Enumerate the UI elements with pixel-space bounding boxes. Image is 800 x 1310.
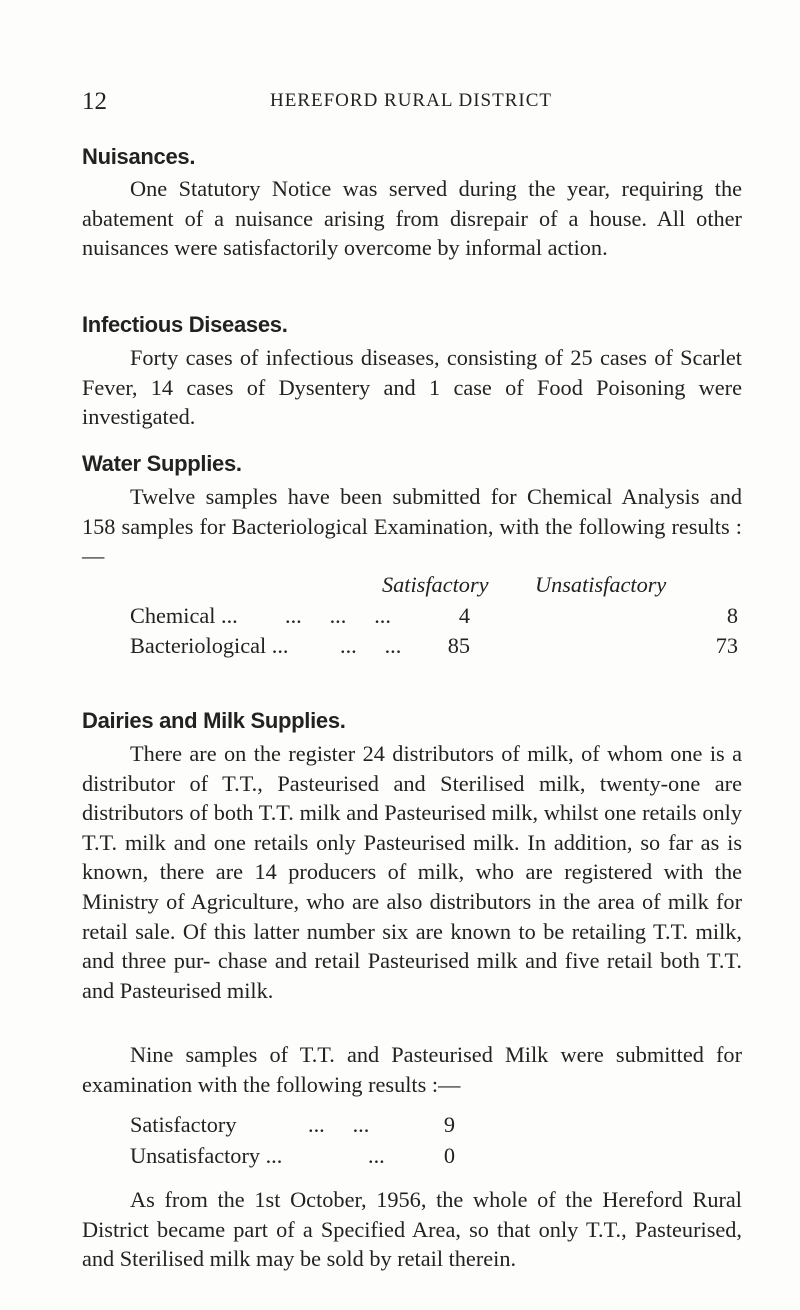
running-header [82, 88, 740, 118]
dot-leaders: ... ... [308, 1112, 370, 1137]
row-label: Satisfactory [130, 1112, 237, 1137]
unsatisfactory-value: 8 [726, 603, 738, 628]
column-header-unsatisfactory: Unsatisfactory [535, 572, 667, 597]
paragraph-milk-samples: Nine samples of T.T. and Pasteurised Milk were submitted for examination with the following results :— [82, 1042, 742, 1097]
paragraph-water-supplies: Twelve samples have been submitted for Chemical Analysis and 158 samples for Bacteriological Examination, with the following results :— [82, 484, 742, 569]
page-number: 12 [82, 88, 107, 115]
table-row [130, 603, 750, 631]
row-label: Bacteriological ... [130, 633, 289, 658]
table-row [130, 1112, 750, 1140]
section-heading-dairies-milk: Dairies and Milk Supplies. [82, 708, 346, 733]
paragraph-nuisances: One Statutory Notice was served during the year, requiring the abatement of a nuisance arising from disrepair of a house. All other nuisances were satisfactorily overcome by informal action. [82, 176, 742, 261]
table-row [130, 1143, 750, 1171]
satisfactory-value: 4 [458, 603, 470, 628]
paragraph-specified-area: As from the 1st October, 1956, the whole of the Hereford Rural District became part of a Specified Area, so that only T.T., Pasteurised, and Sterilised milk may be sold by retail therein. [82, 1187, 742, 1272]
paragraph-infectious-diseases: Forty cases of infectious diseases, consisting of 25 cases of Scarlet Fever, 14 cases of Dysentery and 1 case of Food Poisoning were investigated. [82, 345, 742, 430]
result-value: 0 [443, 1143, 455, 1168]
dot-leaders: ... ... [340, 633, 402, 658]
column-header-satisfactory: Satisfactory [382, 572, 489, 597]
unsatisfactory-value: 73 [715, 633, 738, 658]
paragraph-dairies-register: There are on the register 24 distributors of milk, of whom one is a distributor of T.T., Pasteurised and Sterilised milk, twenty-one are distributors of both T.T. milk and Pasteurised milk, whilst one retails only T.T. milk and one retails only Pasteurised milk. In addition, so far as is known, there are 14 producers of milk, who are registered with the Ministry of Agriculture, who are also distributors in the area of milk for retail sale. Of this latter number six are known to be retailing T.T. milk, and three pur- chase and retail Pasteurised milk and five retail both T.T. and Pasteurised milk. [82, 741, 742, 1003]
table-header-row [130, 572, 750, 600]
row-label: Unsatisfactory ... [130, 1143, 283, 1168]
dot-leaders: ... [368, 1143, 385, 1168]
dot-leaders: ... ... ... [285, 603, 391, 628]
row-label: Chemical ... [130, 603, 238, 628]
section-heading-nuisances: Nuisances. [82, 144, 196, 169]
running-title: HEREFORD RURAL DISTRICT [270, 90, 552, 111]
section-heading-infectious-diseases: Infectious Diseases. [82, 312, 288, 337]
section-heading-water-supplies: Water Supplies. [82, 451, 242, 476]
result-value: 9 [443, 1112, 455, 1137]
satisfactory-value: 85 [447, 633, 470, 658]
table-row [130, 633, 750, 661]
